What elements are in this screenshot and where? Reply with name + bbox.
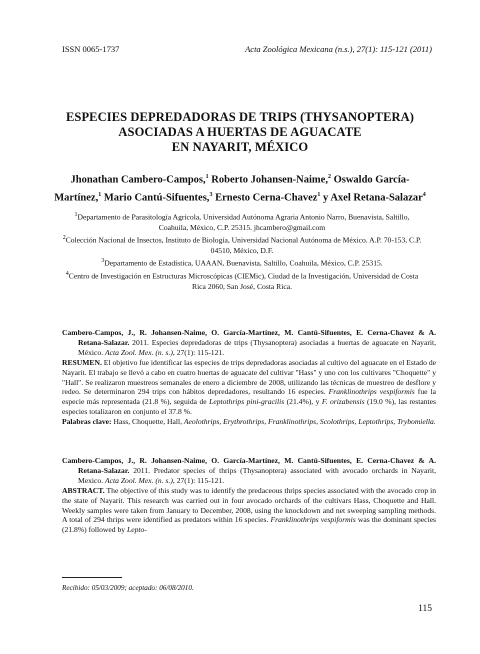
author-list (50, 170, 430, 205)
affiliation: $^3$Departamento de Estadística, UAAAN, Buenavista, Saltillo, Coahuila, México, C.P. 25315. (101, 258, 383, 268)
title-line: ASOCIADAS A HUERTAS DE AGUACATE (118, 125, 362, 139)
author-name: Oswaldo García-Martínez, (54, 174, 410, 203)
received-date: Recibido: 05/03/2009; aceptado: 06/08/2010. (62, 584, 194, 592)
author-name: Roberto Johansen-Naime, (211, 174, 328, 186)
author-affil-ref: 1 (205, 174, 209, 180)
resumen: RESUMEN. El objetivo fue identificar las especies de trips depredadoras asociadas al cultivo del aguacate en el Estado de Nayarit. El trabajo se llevó a cabo en cuatro huertas de aguacate del cultivar "Hass" y uno con los cultivares "Choquette" y "Hall". Se realizaron muestreos semanales de enero a diciembre de 2008, utilizando las técnicas de muestreo de desflore y redeo. Se determinaron 294 trips con hábitos depredadores, resultando 16 especies. Franklinothrips vespiformis fue la especie más representada (21.8 %), seguida de Leptothrips pini-gracilis (21.4%), y F. orizabensis (19.0 %), las restantes especies totalizaron en conjunto el 37.8 %. (62, 357, 436, 417)
journal-header: Acta Zoológica Mexicana (n.s.), 27(1): 115-121 (2011) (245, 44, 432, 54)
author-affil-ref: 1 (317, 191, 321, 198)
english-abstract-block (62, 456, 436, 535)
author-name: Ernesto Cerna-Chavez (215, 192, 318, 203)
article-title (40, 110, 440, 155)
affiliation: $^4$Centro de Investigación en Estructuras Microscópicas (CIEMic), Ciudad de la Investigación, Universidad de Costa Rica 2060, San José, Costa Rica. (65, 271, 419, 291)
english-citation: Cambero-Campos, J., R. Johansen-Naime, O. García-Martínez, M. Cantú-Sifuentes, E. Cerna-Chavez & A. Retana-Salazar. 2011. Predator species of thrips (Thysanoptera) associated with avocado orchards in Nayarit, Mexico. Acta Zool. Mex. (n. s.), 27(1): 115-121. (62, 456, 436, 485)
title-line: EN NAYARIT, MÉXICO (171, 140, 309, 154)
author-name: y Axel Retana-Salazar (323, 192, 423, 203)
author-name: Jhonathan Cambero-Campos, (70, 174, 206, 186)
affiliation: $^2$Colección Nacional de Insectos, Instituto de Biología, Universidad Nacional Autónoma de México. A.P. 70-153, C.P. 04510, México, D.F. (62, 235, 422, 255)
abstract: ABSTRACT. The objective of this study was to identify the predaceous thrips species associated with the avocado crop in the state of Nayarit. This research was carried out in four avocado orchards of the cultivars Hass, Choquette and Hall. Weekly samples were taken from January to December, 2008, using the knockdown and net sweeping sampling methods. A total of 294 thrips were identified as predators within 16 species. Franklinothrips vespiformis was the dominant species (21.8%) followed by Lepto- (62, 485, 436, 535)
affiliations (62, 210, 422, 292)
affiliation: $^1$Departamento de Parasitología Agrícola, Universidad Autónoma Agraria Antonio Narro, Buenavista, Saltillo, Coahuila, México, C.P. 25315. jhcambero@gmail.com (74, 212, 410, 232)
author-affil-ref: 2 (327, 174, 331, 180)
page-number: 115 (418, 604, 432, 614)
author-affil-ref: 4 (422, 191, 426, 198)
footnote-rule (62, 577, 122, 578)
author-affil-ref: 3 (209, 191, 213, 198)
keywords: Palabras clave: Hass, Choquette, Hall, Aeolothrips, Erythrothrips, Franklinothrips, Scolothrips, Leptothrips, Trybomiella. (62, 417, 436, 427)
title-line: ESPECIES DEPREDADORAS DE TRIPS (THYSANOPTERA) (65, 110, 415, 124)
spanish-abstract-block (62, 328, 436, 427)
issn-header: ISSN 0065-1737 (62, 44, 120, 54)
author-affil-ref: 1 (98, 191, 102, 198)
spanish-citation: Cambero-Campos, J., R. Johansen-Naime, O. García-Martínez, M. Cantú-Sifuentes, E. Cerna-Chavez & A. Retana-Salazar. 2011. Especies depredadoras de trips (Thysanoptera) asociadas a huertas de aguacate en Nayarit, México. Acta Zool. Mex. (n. s.), 27(1): 115-121. (62, 328, 436, 357)
author-name: Mario Cantú-Sifuentes, (103, 192, 210, 203)
